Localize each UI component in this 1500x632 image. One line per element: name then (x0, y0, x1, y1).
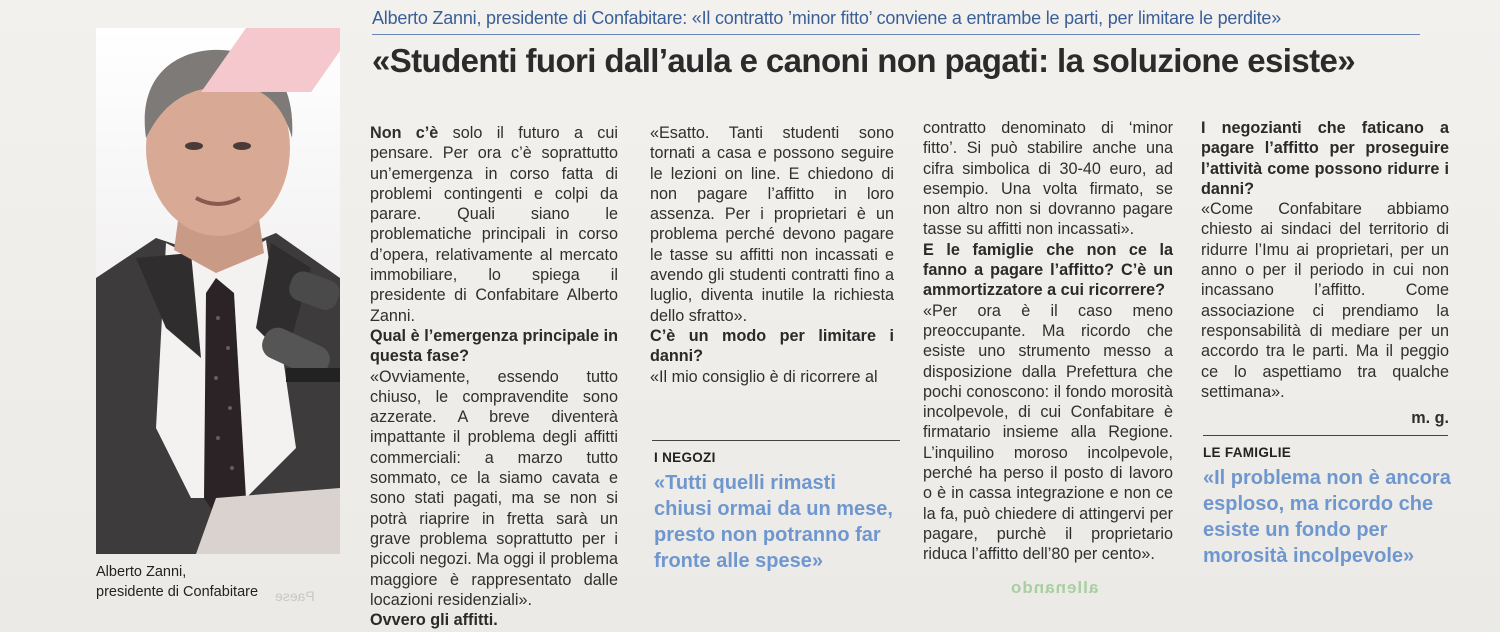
text-column-2 (650, 123, 894, 387)
text-column-3 (923, 118, 1173, 565)
article-headline: «Studenti fuori dall’aula e canoni non pagati: la soluzione esiste» (372, 42, 1355, 79)
text-column-1 (370, 123, 618, 630)
paragraph-text: solo il futuro a cui pensare. Per ora c’è soprattutto un’emergenza in corso fatta di problemi contingenti e colpi da parare. Quali siano le problematiche principali in corso d’opera, relativamente al mercato immobiliare, lo spiega il presidente di Confabitare Alberto Zanni. (370, 124, 618, 325)
paragraph: «Ovviamente, essendo tutto chiuso, le compravendite sono azzerate. A breve diventerà impattante il problema degli affitti commerciali: a marzo tutto sommato, ce la siamo cavata e sono stati pagati, ma se non si potrà riaprire in fretta sarà un grave problema soprattutto per i piccoli negozi. Ma oggi il problema maggiore è rappresentato dalle locazioni residenziali». (370, 367, 618, 609)
interview-question: Qual è l’emergenza principale in questa fase? (370, 326, 618, 366)
box-label-famiglie: LE FAMIGLIE (1203, 445, 1292, 460)
interview-question: E le famiglie che non ce la fanno a pagare l’affitto? C’è un ammortizzatore a cui ricorrere? (923, 240, 1173, 300)
author-signature: m. g. (1411, 409, 1449, 428)
paragraph: contratto denominato di ‘minor fitto’. Si può stabilire anche una cifra simbolica di 30-40 euro, ad esempio. Una volta firmato, se non altro non si dovranno pagare tasse su affitti non incassati». (923, 119, 1173, 239)
paragraph: «Come Confabitare abbiamo chiesto ai sindaci del territorio di ridurre l’Imu ai proprietari, per un anno o per il periodo in cui non incassano l’affitto. Come associazione ci prendiamo la responsabilità di mediare per un accordo tra le parti. Ma il peggio ce lo aspettiamo tra qualche settimana». (1201, 200, 1449, 401)
paragraph: «Esatto. Tanti studenti sono tornati a casa e possono seguire le lezioni on line. E chiedono di non pagare l’affitto in loro assenza. Per i proprietari è un problema perché devono pagare le tasse su affitti non incassati e avendo gli studenti contratti fino a luglio, diventa inutile la richiesta dello sfratto». (650, 124, 894, 325)
text-column-4 (1201, 118, 1449, 428)
interview-question: C’è un modo per limitare i danni? (650, 326, 894, 366)
bleed-through-text: Paese (275, 588, 315, 604)
interview-question: Ovvero gli affitti. (370, 611, 498, 630)
pull-quote-famiglie: «Il problema non è ancora esploso, ma ricordo che esiste un fondo per morosità incolpevole» (1203, 467, 1451, 567)
pull-quote-negozi: «Tutti quelli rimasti chiusi ormai da un mese, presto non potranno far fronte alle spese» (654, 472, 893, 572)
paragraph (370, 123, 618, 326)
lead-in: Non c’è (370, 124, 439, 142)
photo-caption (96, 562, 356, 602)
box-divider-famiglie (1203, 435, 1448, 436)
paragraph: «Per ora è il caso meno preoccupante. Ma ricordo che esiste uno strumento messo a disposizione dalla Prefettura che pochi conoscono: il fondo morosità incolpevole, di cui Confabitare è firmatario insieme alla Regione. L’inquilino moroso incolpevole, perché ha perso il posto di lavoro o è in cassa integrazione e non ce la fa, può chiedere di attingervi per pagare, purchè il proprietario riduca l’affitto dell’80 per cento». (923, 301, 1173, 564)
portrait-photo (96, 28, 340, 554)
kicker-underline (372, 34, 1420, 35)
interview-question: I negozianti che faticano a pagare l’affitto per proseguire l’attività come possono ridurre i danni? (1201, 119, 1449, 198)
caption-line-2: presidente di Confabitare (96, 584, 259, 600)
box-divider-negozi (652, 440, 900, 441)
box-label-negozi: I NEGOZI (654, 450, 716, 465)
paragraph: «Il mio consiglio è di ricorrere al (650, 367, 878, 386)
portrait-illustration (96, 28, 340, 554)
bleed-through-text: allenando (1010, 578, 1099, 597)
article-kicker: Alberto Zanni, presidente di Confabitare: «Il contratto ’minor fitto’ conviene a entrambe le parti, per limitare le perdite» (372, 8, 1282, 28)
caption-line-1: Alberto Zanni, (96, 564, 187, 580)
